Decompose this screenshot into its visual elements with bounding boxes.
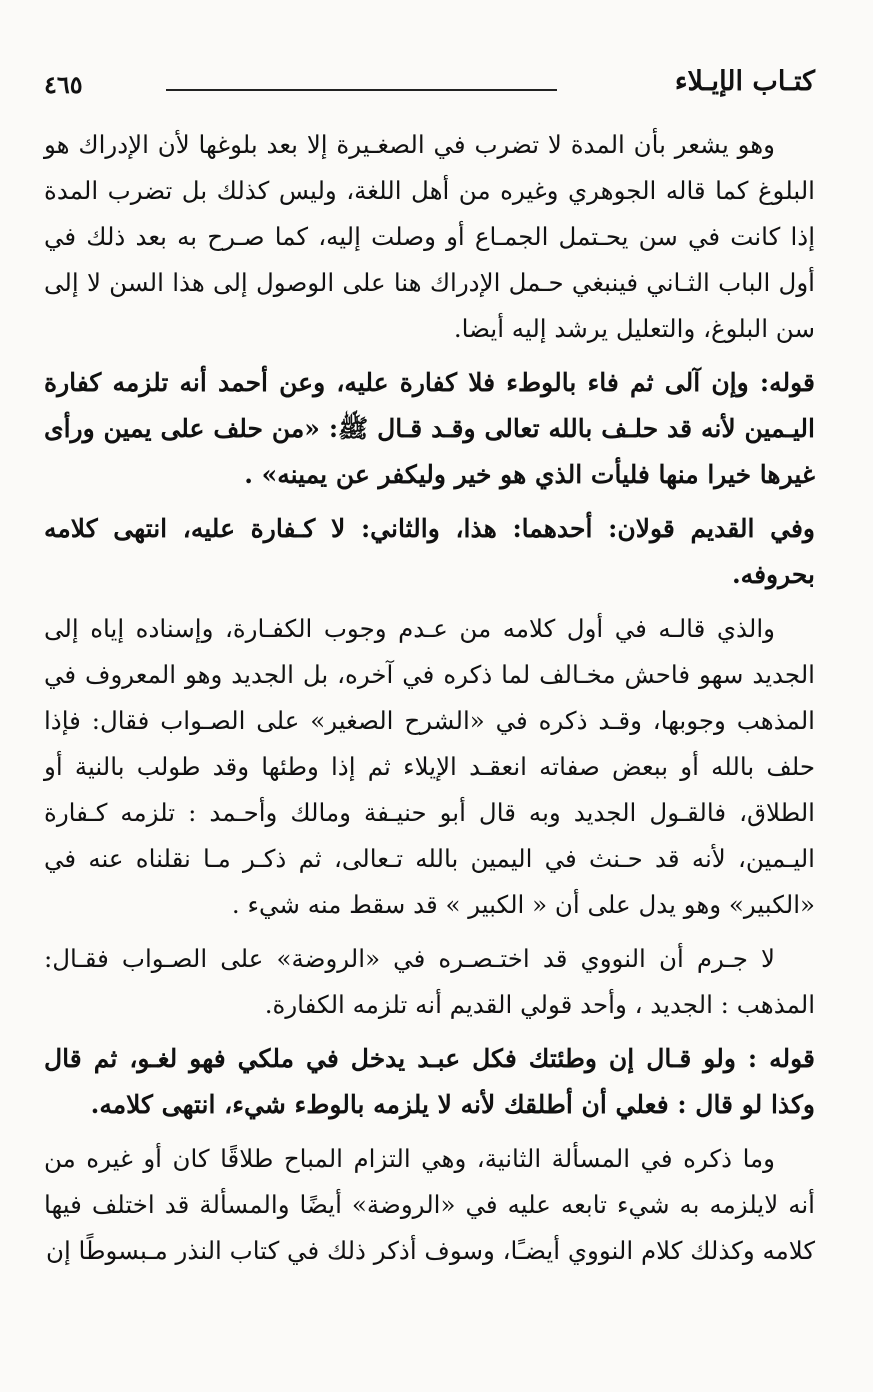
spacer bbox=[44, 114, 815, 122]
header-title: كتـاب الإيـلاء bbox=[674, 66, 815, 97]
paragraph-4: والذي قالـه في أول كلامه من عـدم وجوب الكفـارة، وإسناده إياه إلى الجديد سهو فاحش مخـالف لما ذكره في آخره، بل الجديد وهو المعروف في المذهب وجوبها، وقـد ذكره في «الشرح الصغير» على الصـواب فقال: فإذا حلف بالله أو ببعض صفاته انعقـد الإيلاء ثم إذا وطئها وقد طولب بالنية أو الطلاق، فالقـول الجديد وبه قال أبو حنيـفة ومالك وأحـمد : تلزمه كـفارة اليـمين، لأنه قد حـنث في اليمين بالله تـعالى، ثم ذكـر مـا نقلناه عنه في «الكبير» وهو يدل على أن « الكبير » قد سقط منه شيء . bbox=[44, 614, 815, 919]
paragraph-1: وهو يشعر بأن المدة لا تضرب في الصغـيرة إلا بعد بلوغها لأن الإدراك هو البلوغ كما قاله الجوهري وغيره من أهل اللغة، وليس كذلك بل تضرب المدة إذا كانت في سن يحـتمل الجمـاع أو وصلت إليه، كما صـرح به بعد ذلك في أول الباب الثـاني فينبغي حـمل الإدراك هنا على الوصول إلى هذا السن لا إلى سن البلوغ، والتعليل يرشد إليه أيضا. bbox=[44, 130, 815, 343]
paragraph-3-quote: وفي القديم قولان: أحدهما: هذا، والثاني: لا كـفارة عليه، انتهى كلامه بحروفه. bbox=[44, 514, 815, 589]
spacer bbox=[44, 928, 815, 936]
spacer bbox=[44, 498, 815, 506]
spacer bbox=[44, 352, 815, 360]
paragraph-5: لا جـرم أن النووي قد اختـصـره في «الروضة» على الصـواب فقـال: المذهب : الجديد ، وأحد قولي القديم أنه تلزمه الكفارة. bbox=[44, 944, 815, 1019]
page-number: ٤٦٥ bbox=[44, 70, 83, 99]
header-rule bbox=[166, 89, 557, 91]
spacer bbox=[44, 598, 815, 606]
paragraph-2-quote: قوله: وإن آلى ثم فاء بالوطء فلا كفارة عليه، وعن أحمد أنه تلزمه كفارة اليـمين لأنه قد حلـف بالله تعالى وقـد قـال ﷺ: «من حلف على يمين ورأى غيرها خيرا منها فليأت الذي هو خير وليكفر عن يمينه» . bbox=[44, 368, 815, 489]
running-header bbox=[44, 66, 815, 114]
paragraph-6-quote: قوله : ولو قـال إن وطئتك فكل عبـد يدخل في ملكي فهو لغـو، ثم قال وكذا لو قال : فعلي أن أطلقك لأنه لا يلزمه بالوطء شيء، انتهى كلامه. bbox=[44, 1044, 815, 1119]
paragraph-7: وما ذكره في المسألة الثانية، وهي التزام المباح طلاقًا كان أو غيره من أنه لايلزمه به شيء تابعه عليه في «الروضة» أيضًا والمسألة قد اختلف فيها كلامه وكذلك كلام النووي أيضـًا، وسوف أذكر ذلك في كتاب النذر مـبسوطًا إن bbox=[44, 1144, 815, 1265]
spacer bbox=[44, 1028, 815, 1036]
spacer bbox=[44, 1128, 815, 1136]
